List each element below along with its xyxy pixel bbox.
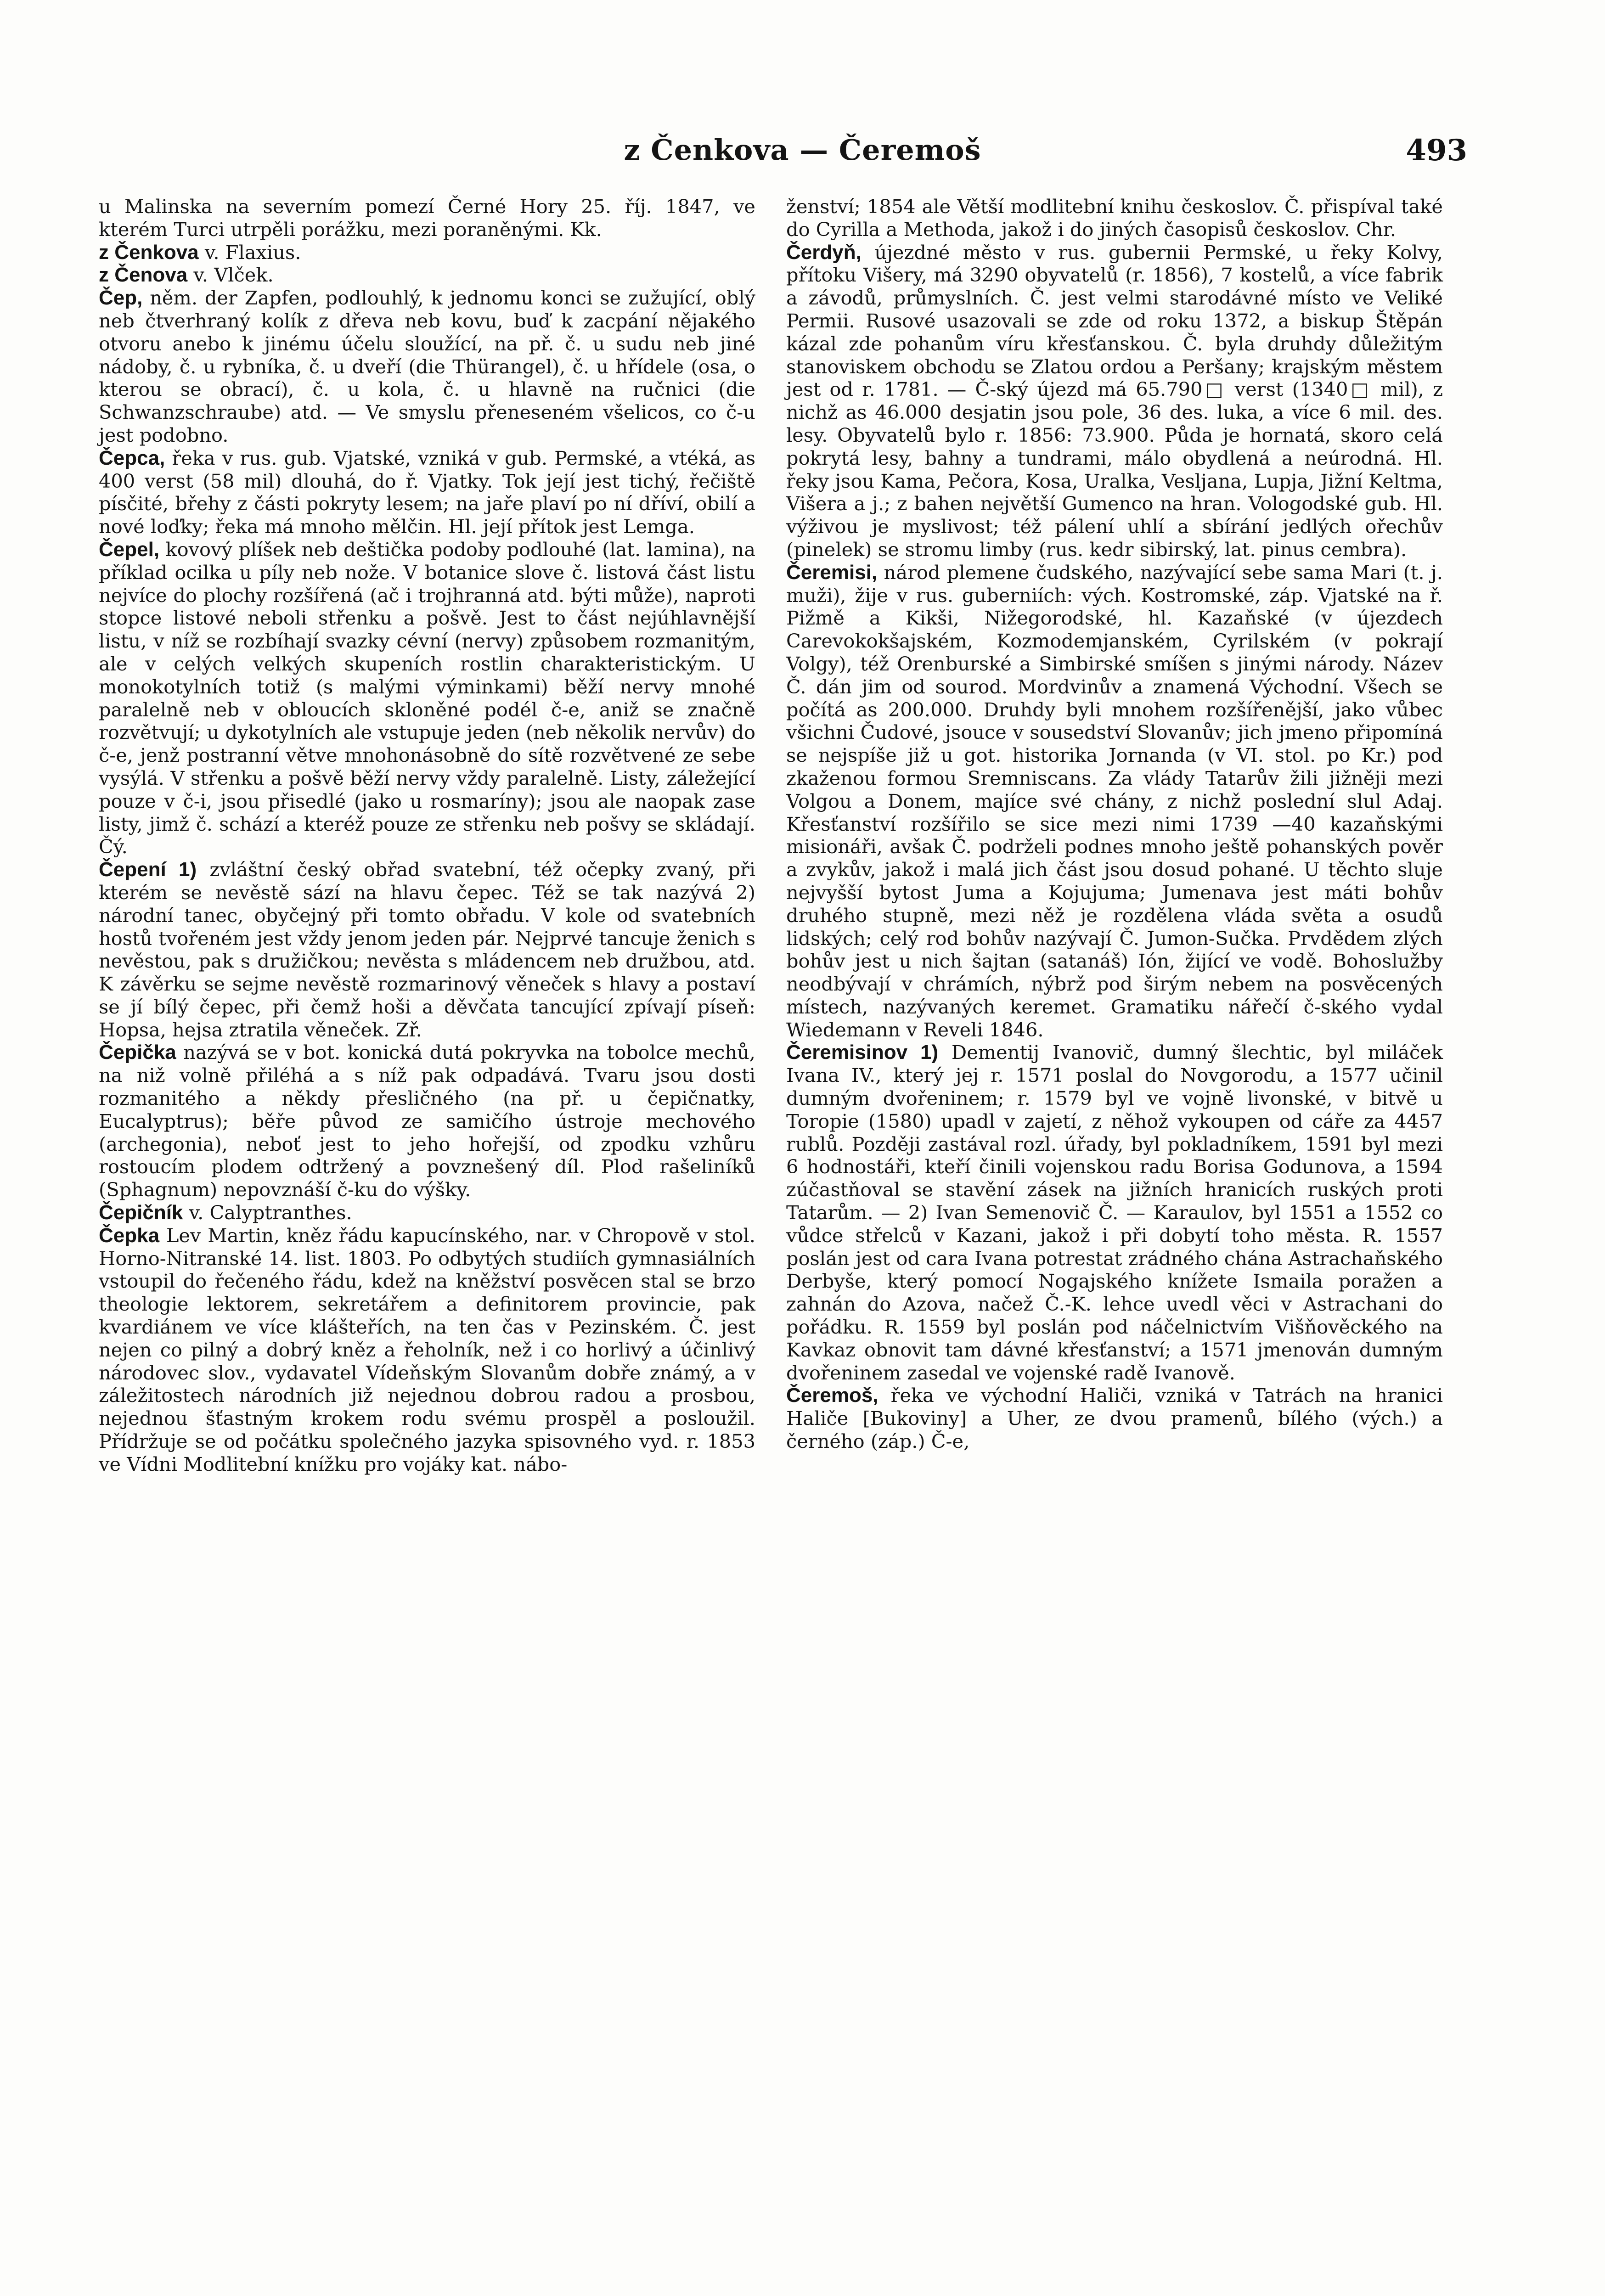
entry-headword: Čep, — [99, 287, 143, 310]
right-column — [786, 195, 1443, 1453]
page-number: 493 — [1406, 133, 1467, 168]
entry-headword: Čepca, — [99, 446, 165, 469]
dictionary-entry — [99, 195, 755, 241]
entry-headword: Čepička — [99, 1041, 176, 1064]
dictionary-entry — [99, 447, 755, 538]
dictionary-entry — [99, 858, 755, 1041]
entry-headword: z Čenova — [99, 264, 188, 287]
dictionary-entry — [99, 264, 755, 287]
left-column — [99, 195, 755, 1476]
entry-text: zvláštní český obřad svatební, též očepky zvaný, při kterém se nevěstě sází na hlavu čepec. Též se tak nazývá 2) národní tanec, obyčejný při tomto obřadu. V kole od svatebních hostů tvořeném jest vždy jenom jeden pár. Nejprvé tancuje ženich s nevěstou, pak s družičkou; nevěsta s mládencem neb družbou, atd. K závěrku se sejme nevěstě rozmarinový věneček s hlavy a postaví se jí bílý čepec, při čemž hoši a děvčata tancující zpívají píseň: Hopsa, hejsa ztratila věneček. Zř. — [99, 858, 755, 1041]
entry-headword: Čepičník — [99, 1201, 183, 1224]
entry-headword: Čerdyň, — [786, 241, 862, 264]
entry-text: řeka v rus. gub. Vjatské, vzniká v gub. Permské, a vtéká, as 400 verst (58 mil) dlouhá, do ř. Vjatky. Tok její jest tichý, řečiště písčité, břehy z části pokryty lesem; na jaře plaví po ní dříví, obilí a nové loďky; řeka má mnoho mělčin. Hl. její přítok jest Lemga. — [99, 446, 756, 538]
dictionary-entry — [99, 1201, 755, 1224]
dictionary-entry — [99, 241, 755, 264]
entry-headword: Čeremisinov 1) — [786, 1041, 939, 1064]
entry-text: nazývá se v bot. konická dutá pokryvka na tobolce mechů, na niž volně přiléhá a s níž pak odpadává. Tvaru jsou dosti rozmanitého a někdy přesličného (na př. u čepičnatky, Eucalyptrus); běře původ ze samičího ústroje mechového (archegonia), neboť jest to jeho hořejší, od zpodku vzhůru rostoucím plodem odtržený a povznešený díl. Plod rašeliníků (Sphagnum) nepovznáší č-ku do výšky. — [99, 1041, 755, 1201]
entry-headword: Čeremoš, — [786, 1384, 879, 1407]
entry-text: Dementij Ivanovič, dumný šlechtic, byl miláček Ivana IV., který jej r. 1571 poslal do Novgorodu, a 1577 učinil dumným dvořeninem; r. 1579 byl ve vojně livonské, v bitvě u Toropie (1580) upadl v zajetí, z něhož vykoupen od cáře za 4457 rublů. Později zastával rozl. úřady, byl pokladníkem, 1591 byl mezi 6 hodnostáři, kteří činili vojenskou radu Borisa Godunova, a 1594 zúčastňoval se stavění zásek na jižních hranicích ruských proti Tatarům. — 2) Ivan Semenovič Č. — Karaulov, byl 1551 a 1552 co vůdce střelců v Kazani, jakož i při dobytí toho města. R. 1557 poslán jest od cara Ivana potrestat zrádného chána Astrachaňského Derbyše, který pomocí Nogajského knížete Ismaila poražen a zahnán do Azova, načež Č.-K. lehce uvedl věci v Astrachani do pořádku. R. 1559 byl poslán pod náčelnictvím Višňověckého na Kavkaz obnovit tam dávné křesťanství; a 1571 jmenován dumným dvořeninem zasedal ve vojenské radě Ivanově. — [786, 1041, 1443, 1384]
page-header — [101, 133, 1504, 170]
dictionary-entry — [786, 241, 1443, 561]
entry-text: ženství; 1854 ale Větší modlitební knihu českoslov. Č. přispíval také do Cyrilla a Methoda, jakož i do jiných časopisů českoslov. Chr. — [786, 195, 1443, 241]
entry-text: Lev Martin, kněz řádu kapucínského, nar. v Chropově v stol. Horno-Nitranské 14. list. 1803. Po odbytých studiích gymnasiálních vstoupil do řečeného řádu, kdež na kněžství posvěcen stal se brzo theologie lektorem, sekretářem a definitorem provincie, pak kvardiánem ve více klášteřích, na ten čas v Pezinském. Č. jest nejen co pilný a dobrý kněz a řeholník, než i co horlivý a účinlivý národovec slov., vydavatel Vídeňským Slovanům dobře známý, a v záležitostech národních již nejednou dobrou radou a prosbou, nejednou šťastným krokem rodu svému prospěl a posloužil. Přídržuje se od počátku společného jazyka spisovného vyd. r. 1853 ve Vídni Modlitební knížku pro vojáky kat. nábo- — [99, 1224, 755, 1475]
entry-text: v. Vlček. — [193, 264, 274, 287]
entry-headword: Čepení 1) — [99, 858, 197, 881]
entry-text: národ plemene čudského, nazývající sebe sama Mari (t. j. muži), žije v rus. guberniích: vých. Kostromské, záp. Vjatské na ř. Pižmě a Kikši, Nižegorodské, hl. Kazaňské (v újezdech Carevokokšajském, Kozmodemjanském, Cyrilském (v pokrají Volgy), též Orenburské a Simbirské smíšen s jinými národy. Název Č. dán jim od sourod. Mordvinův a znamená Východní. Všech se počítá as 200.000. Druhdy byli mnohem rozšířenější, jako vůbec všichni Čudové, jsouce v sousedství Slovanův; jich jmeno připomíná se nejspíše již u got. historika Jornanda (v VI. stol. po Kr.) pod zkaženou formou Sremniscans. Za vlády Tatarův žili jižněji mezi Volgou a Donem, majíce své chány, z nichž poslední slul Adaj. Křesťanství rozšířilo se sice mezi nimi 1739 —40 kazaňskými misionáři, avšak Č. podrželi podnes mnoho ještě pohanských pověr a zvykův, jakož i malá jich část jsou dosud pohané. U těchto sluje nejvyšší bytost Juma a Kojujuma; Jumenava jest máti bohův druhého stupně, mezi něž je rozdělena vláda světa a osudů lidských; celý rod bohův nazývají Č. Jumon-Sučka. Prvdědem zlých bohův jest u nich šajtan (satanáš) Ión, žijící ve vodě. Bohoslužby neodbývají v chrámích, nýbrž pod širým nebem na posvěcených místech, nazývaných keremet. Gramatiku nářečí č-ského vydal Wiedemann v Reveli 1846. — [786, 561, 1443, 1041]
dictionary-entry — [786, 1041, 1443, 1384]
entry-text: v. Flaxius. — [204, 241, 301, 264]
entry-text: u Malinska na severním pomezí Černé Hory 25. říj. 1847, ve kterém Turci utrpěli porážku, mezi poraněnými. Kk. — [99, 195, 755, 241]
entry-text: kovový plíšek neb deštička podoby podlouhé (lat. lamina), na příklad ocilka u píly neb nože. V botanice slove č. listová část listu nejvíce do plochy rozšířená (ač i trojhranná atd. býti může), naproti stopce listové neboli střenku a pošvě. Jest to část nejúhlavnější listu, v níž se rozbíhají svazky cévní (nervy) způsobem rozmanitým, ale v celých velkých skupeních rostlin charakteristickým. U monokotylních totiž (s malými výminkami) běží nervy mnohé paralelně neb v obloucích skloněné podél č-e, aniž se značně rozvětvují; u dykotylních ale vstupuje jeden (neb několik nervův) do č-e, jenž postranní větve mnohonásobně do sítě rozvětvené ze sebe vysýlá. V střenku a pošvě běží nervy vždy paralelně. Listy, záležející pouze v č-i, jsou přisedlé (jako u rosmaríny); jsou ale naopak zase listy, jimž č. schází a kteréž pouze ze střenku neb pošvy se skládají. Čý. — [99, 538, 755, 858]
entry-text: v. Calyptranthes. — [189, 1201, 352, 1224]
entry-headword: z Čenkova — [99, 241, 199, 264]
entry-text: něm. der Zapfen, podlouhlý, k jednomu konci se zužující, oblý neb čtverhraný kolík z dřeva neb kovu, buď k zacpání nějakého otvoru anebo k jinému účelu sloužící, na př. č. u sudu neb jiné nádoby, č. u rybníka, č. u dveří (die Thürangel), č. u hřídele (osa, o kterou se obrací), č. u kola, č. u hlavně na ručnici (die Schwanzschraube) atd. — Ve smyslu přeneseném všelicos, co č-u jest podobno. — [99, 287, 755, 446]
entry-headword: Čepel, — [99, 538, 160, 561]
entry-headword: Čepka — [99, 1224, 160, 1247]
entry-headword: Čeremisi, — [786, 561, 878, 584]
dictionary-entry — [786, 195, 1443, 241]
entry-text: řeka ve východní Haliči, vzniká v Tatrách na hranici Haliče [Bukoviny] a Uher, ze dvou pramenů, bílého (vých.) a černého (záp.) Č-e, — [786, 1384, 1443, 1453]
running-title: z Čenkova — Čeremoš — [624, 133, 981, 167]
dictionary-entry — [786, 561, 1443, 1041]
dictionary-entry — [99, 287, 755, 447]
dictionary-entry — [99, 1041, 755, 1201]
entry-text: újezdné město v rus. gubernii Permské, u řeky Kolvy, přítoku Višery, má 3290 obyvatelů (r. 1856), 7 kostelů, a více fabrik a závodů, průmyslních. Č. jest velmi starodávné místo ve Veliké Permii. Rusové usazovali se zde od roku 1372, a biskup Štěpán kázal zde pohanům víru křesťanskou. Č. byla druhdy důležitým stanoviskem obchodu se Zlatou ordou a Peršany; krajským městem jest od r. 1781. — Č-ský újezd má 65.790□ verst (1340□ mil), z nichž as 46.000 desjatin jsou pole, 36 des. luka, a více 6 mil. des. lesy. Obyvatelů bylo r. 1856: 73.900. Půda je hornatá, skoro celá pokrytá lesy, bahny a tundrami, málo obydlená a neúrodná. Hl. řeky jsou Kama, Pečora, Kosa, Uralka, Vesljana, Lupja, Jižní Keltma, Višera a j.; z bahen největší Gumenco na hran. Vologodské gub. Hl. výživou je myslivost; též pálení uhlí a sbírání jedlých ořechův (pinelek) se stromu limby (rus. kedr sibirský, lat. pinus cembra). — [786, 241, 1443, 561]
dictionary-entry — [99, 538, 755, 858]
dictionary-entry — [786, 1384, 1443, 1452]
dictionary-entry — [99, 1224, 755, 1476]
